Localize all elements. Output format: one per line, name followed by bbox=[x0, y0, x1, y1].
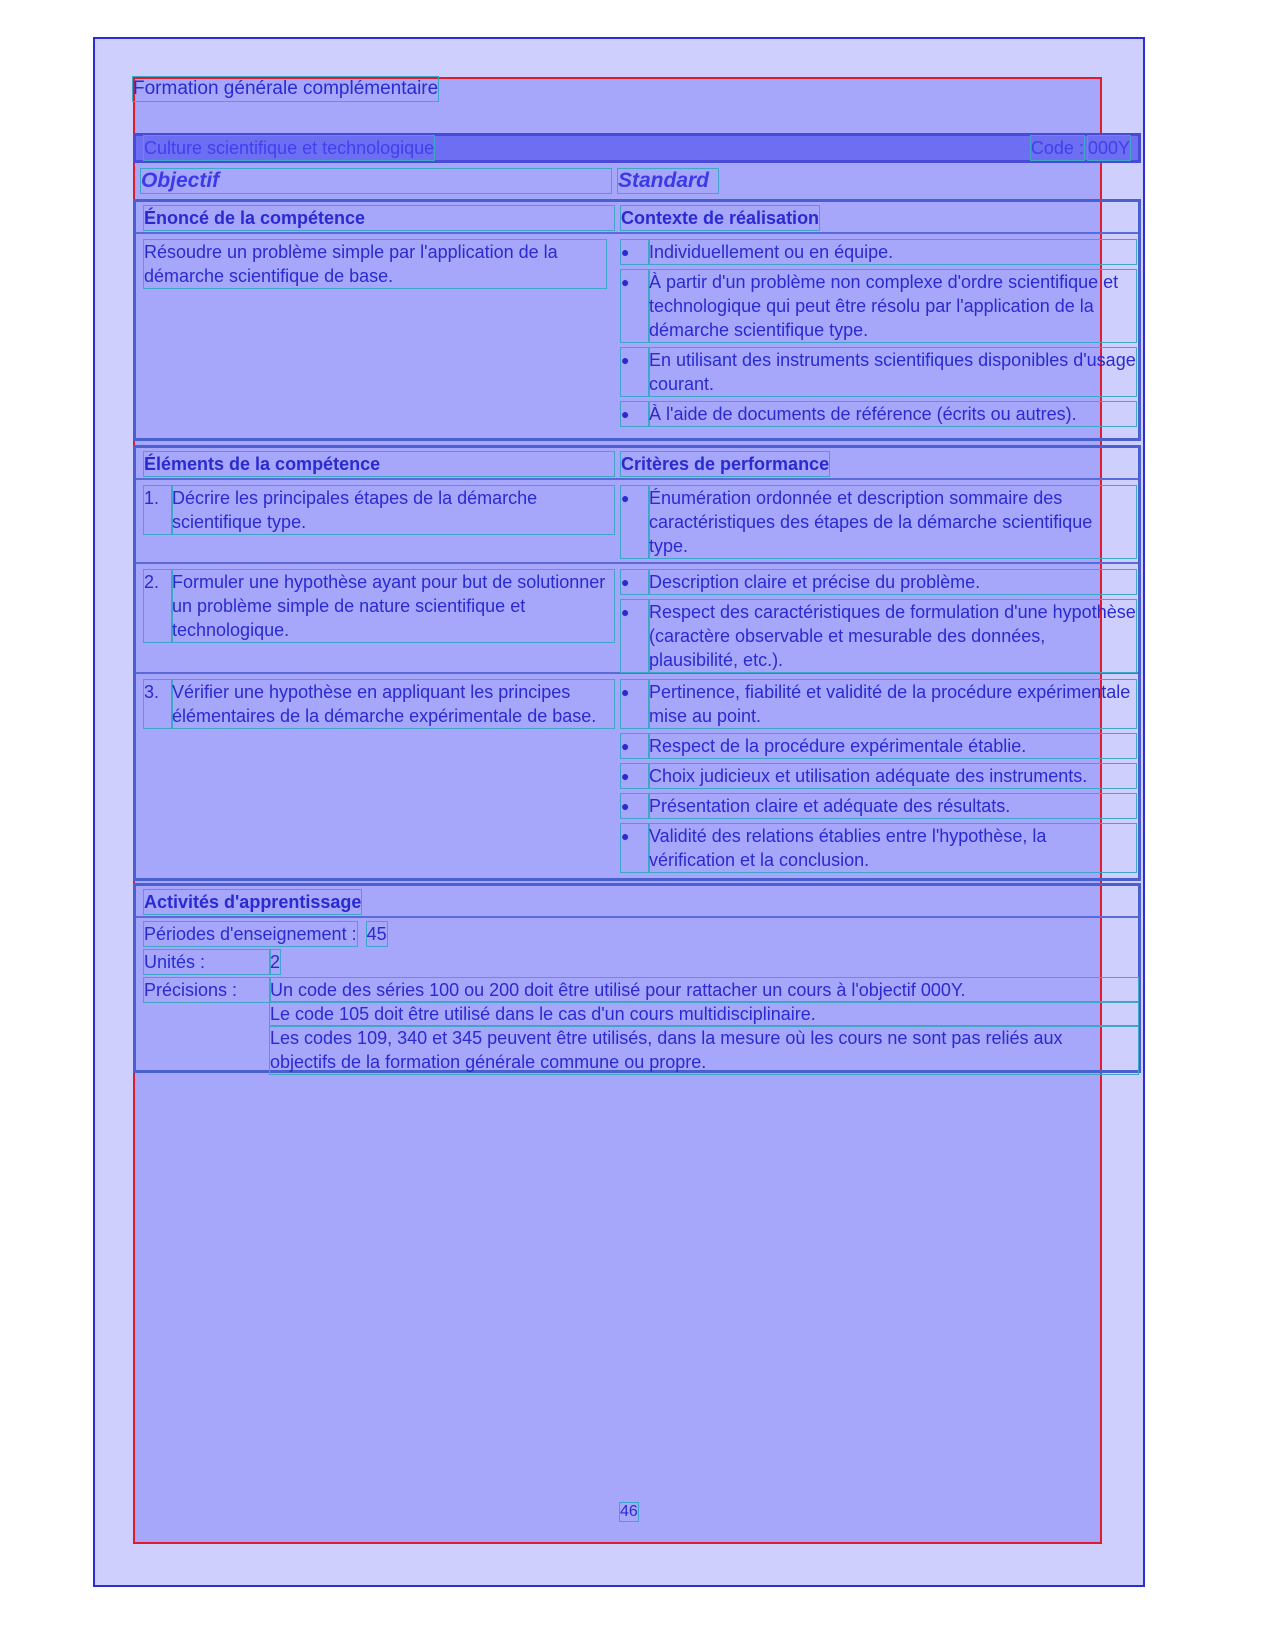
criterion: Validité des relations établies entre l'hypothèse, la vérification et la conclusion. bbox=[649, 824, 1136, 872]
element-3 bbox=[144, 680, 614, 728]
table-row bbox=[136, 674, 1138, 884]
section-elements-header bbox=[136, 448, 1138, 480]
precision-item: Le code 105 doit être utilisé dans le cas d'un cours multidisciplinaire. bbox=[270, 1002, 1138, 1026]
criterion: Respect des caractéristiques de formulation d'une hypothèse (caractère observable et mesurable des données, plausibilité, etc.). bbox=[649, 602, 1136, 670]
element-1 bbox=[144, 486, 614, 534]
criteria-list bbox=[621, 570, 1136, 678]
contexte-item: En utilisant des instruments scientifiques disponibles d'usage courant. bbox=[649, 350, 1136, 394]
list-item bbox=[621, 240, 1136, 264]
bullet-icon: ● bbox=[621, 348, 649, 396]
contexte-list bbox=[621, 240, 1136, 432]
periods-label: Périodes d'enseignement : bbox=[144, 924, 357, 944]
column-heading-objectif: Objectif bbox=[141, 169, 611, 193]
criteria-list bbox=[621, 486, 1136, 564]
bullet-icon: ● bbox=[621, 570, 649, 594]
precisions-text bbox=[270, 978, 1138, 1074]
criterion: Description claire et précise du problème. bbox=[649, 570, 1136, 594]
criterion: Présentation claire et adéquate des résultats. bbox=[649, 794, 1136, 818]
bullet-icon: ● bbox=[621, 270, 649, 342]
list-item bbox=[621, 794, 1136, 818]
list-item bbox=[621, 600, 1136, 672]
activites-title: Activités d'apprentissage bbox=[144, 892, 362, 912]
table-row bbox=[136, 480, 1138, 564]
contexte-title: Contexte de réalisation bbox=[621, 208, 820, 228]
contexte-item: À l'aide de documents de référence (écrits ou autres). bbox=[649, 402, 1136, 426]
criterion: Énumération ordonnée et description sommaire des caractéristiques des étapes de la démarche scientifique type. bbox=[649, 486, 1136, 558]
element-text: Décrire les principales étapes de la démarche scientifique type. bbox=[172, 486, 614, 534]
periods-value: 45 bbox=[366, 924, 387, 944]
enonce-title: Énoncé de la compétence bbox=[144, 206, 614, 230]
bullet-icon: ● bbox=[621, 734, 649, 758]
section-enonce bbox=[133, 199, 1141, 441]
criterion: Respect de la procédure expérimentale établie. bbox=[649, 734, 1136, 758]
criteres-title: Critères de performance bbox=[621, 454, 830, 474]
objective-band-title: Culture scientifique et technologique bbox=[144, 138, 435, 158]
section-enonce-body bbox=[136, 234, 1138, 440]
list-item bbox=[621, 486, 1136, 558]
units-label: Unités : bbox=[144, 950, 270, 974]
running-header: Formation générale complémentaire bbox=[133, 78, 439, 99]
units-value: 2 bbox=[270, 952, 281, 972]
periods-line bbox=[144, 922, 1138, 946]
activites-body bbox=[136, 918, 1138, 1074]
bullet-icon: ● bbox=[621, 794, 649, 818]
list-item bbox=[621, 734, 1136, 758]
list-item bbox=[621, 570, 1136, 594]
objective-band bbox=[133, 133, 1141, 163]
contexte-item: À partir d'un problème non complexe d'ordre scientifique et technologique qui peut être résolu par l'application de la démarche scientifique type. bbox=[649, 270, 1136, 342]
bullet-icon: ● bbox=[621, 600, 649, 672]
contexte-item: Individuellement ou en équipe. bbox=[649, 240, 1136, 264]
section-activites bbox=[133, 883, 1141, 1073]
element-number: 2. bbox=[144, 570, 172, 642]
element-number: 1. bbox=[144, 486, 172, 534]
criteria-list bbox=[621, 680, 1136, 878]
objective-code bbox=[1031, 136, 1130, 160]
bullet-icon: ● bbox=[621, 824, 649, 872]
list-item bbox=[621, 764, 1136, 788]
bullet-icon: ● bbox=[621, 680, 649, 728]
competence-statement: Résoudre un problème simple par l'application de la démarche scientifique de base. bbox=[144, 240, 606, 288]
table-row bbox=[136, 564, 1138, 674]
list-item bbox=[621, 680, 1136, 728]
elements-title: Éléments de la compétence bbox=[144, 452, 614, 476]
criterion: Pertinence, fiabilité et validité de la procédure expérimentale mise au point. bbox=[649, 680, 1136, 728]
list-item bbox=[621, 402, 1136, 426]
precision-item: Les codes 109, 340 et 345 peuvent être utilisés, dans la mesure où les cours ne sont pas reliés aux objectifs de la formation générale commune ou propre. bbox=[270, 1026, 1138, 1074]
objective-code-value: 000Y bbox=[1087, 138, 1130, 158]
objective-code-label: Code : bbox=[1030, 138, 1084, 158]
precision-item: Un code des séries 100 ou 200 doit être utilisé pour rattacher un cours à l'objectif 000Y. bbox=[270, 978, 1138, 1002]
bullet-icon: ● bbox=[621, 240, 649, 264]
bullet-icon: ● bbox=[621, 402, 649, 426]
bullet-icon: ● bbox=[621, 764, 649, 788]
element-number: 3. bbox=[144, 680, 172, 728]
element-text: Vérifier une hypothèse en appliquant les principes élémentaires de la démarche expérimentale de base. bbox=[172, 680, 614, 728]
list-item bbox=[621, 824, 1136, 872]
precisions-line bbox=[144, 978, 1138, 1074]
section-enonce-header bbox=[136, 202, 1138, 234]
list-item bbox=[621, 348, 1136, 396]
page-number: 46 bbox=[620, 1503, 638, 1520]
units-line bbox=[144, 950, 1138, 974]
element-text: Formuler une hypothèse ayant pour but de solutionner un problème simple de nature scientifique et technologique. bbox=[172, 570, 614, 642]
element-2 bbox=[144, 570, 614, 642]
column-heading-standard: Standard bbox=[618, 169, 718, 193]
criterion: Choix judicieux et utilisation adéquate des instruments. bbox=[649, 764, 1136, 788]
bullet-icon: ● bbox=[621, 486, 649, 558]
list-item bbox=[621, 270, 1136, 342]
section-elements bbox=[133, 445, 1141, 881]
precisions-label: Précisions : bbox=[144, 978, 270, 1002]
section-activites-header bbox=[136, 886, 1138, 918]
